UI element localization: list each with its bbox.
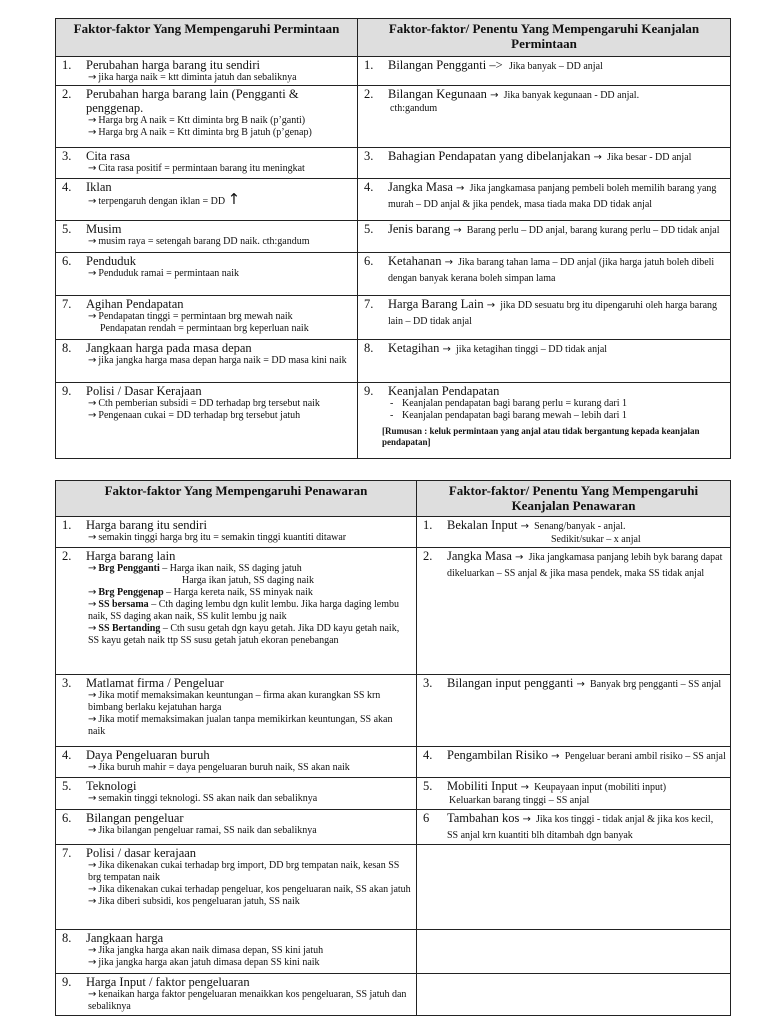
demand-elasticity-header: Faktor-faktor/ Penentu Yang Mempengaruhi Keanjalan Permintaan — [358, 19, 731, 57]
demand-elasticity-4: 4. Jangka Masa → Jika jangkamasa panjang pembeli boleh memilih barang yang murah – DD anjal & jika pendek, masa tiada maka DD tidak anjal — [358, 179, 731, 221]
right-arrow-icon: → — [453, 225, 462, 236]
right-arrow-icon: → — [88, 690, 97, 701]
supply-factors-header: Faktor-faktor Yang Mempengaruhi Penawaran — [56, 481, 417, 517]
supply-factor-5: 5. Teknologi → semakin tinggi teknologi. SS akan naik dan sebaliknya — [56, 778, 417, 810]
supply-elasticity-empty-8 — [417, 930, 731, 974]
demand-factor-4: 4. Iklan → terpengaruh dengan iklan = DD ↑ — [56, 179, 358, 221]
supply-table — [55, 480, 731, 1016]
supply-elasticity-3: 3. Bilangan input pengganti → Banyak brg pengganti – SS anjal — [417, 675, 731, 747]
demand-elasticity-1: 1. Bilangan Pengganti –> Jika banyak – DD anjal — [358, 57, 731, 86]
right-arrow-icon: → — [551, 751, 560, 762]
right-arrow-icon: → — [88, 115, 97, 126]
demand-factor-3: 3. Cita rasa → Cita rasa positif = permintaan barang itu meningkat — [56, 148, 358, 179]
supply-elasticity-1: 1. Bekalan Input → Senang/banyak - anjal. Sedikit/sukar – x anjal — [417, 517, 731, 548]
right-arrow-icon: → — [88, 410, 97, 421]
right-arrow-icon: → — [88, 989, 97, 1000]
demand-factor-1: 1. Perubahan harga barang itu sendiri → jika harga naik = ktt diminta jatuh dan sebaliknya — [56, 57, 358, 86]
supply-elasticity-2: 2. Jangka Masa → Jika jangkamasa panjang lebih byk barang dapat dikeluarkan – SS anjal & jika masa pendek, maka SS tidak anjal — [417, 548, 731, 675]
supply-factor-9: 9. Harga Input / faktor pengeluaran → kenaikan harga faktor pengeluaran menaikkan kos pengeluaran, SS jatuh dan sebaliknya — [56, 974, 417, 1016]
supply-factor-1: 1. Harga barang itu sendiri → semakin tinggi harga brg itu = semakin tinggi kuantiti ditawar — [56, 517, 417, 548]
demand-elasticity-6: 6. Ketahanan → Jika barang tahan lama – DD anjal (jika harga jatuh boleh dibeli dengan banyak kerana boleh simpan lama — [358, 253, 731, 296]
right-arrow-icon: → — [520, 521, 529, 532]
demand-elasticity-7: 7. Harga Barang Lain → jika DD sesuatu brg itu dipengaruhi oleh harga barang lain – DD tidak anjal — [358, 296, 731, 340]
demand-elasticity-8: 8. Ketagihan → jika ketagihan tinggi – DD tidak anjal — [358, 340, 731, 383]
right-arrow-icon: → — [88, 957, 97, 968]
right-arrow-icon: → — [88, 793, 97, 804]
supply-elasticity-empty-7 — [417, 845, 731, 930]
up-arrow-icon: ↑ — [227, 190, 241, 208]
right-arrow-icon: → — [88, 587, 97, 598]
right-arrow-icon: → — [88, 127, 97, 138]
demand-elasticity-3: 3. Bahagian Pendapatan yang dibelanjakan → Jika besar - DD anjal — [358, 148, 731, 179]
demand-table — [55, 18, 731, 459]
demand-factor-6: 6. Penduduk → Penduduk ramai = permintaan naik — [56, 253, 358, 296]
right-arrow-icon: → — [515, 552, 524, 563]
right-arrow-icon: → — [88, 563, 97, 574]
supply-factor-7: 7. Polisi / dasar kerajaan → Jika dikenakan cukai terhadap brg import, DD brg tempatan naik, kesan SS brg tempatan naik → Jika dikenakan cukai terhadap pengeluar, kos pengeluaran naik, SS akan jatuh → Jika diberi subsidi, kos pengeluaran jatuh, SS naik — [56, 845, 417, 930]
supply-factor-8: 8. Jangkaan harga → Jika jangka harga akan naik dimasa depan, SS kini jatuh → jika jangka harga akan jatuh dimasa depan SS kini naik — [56, 930, 417, 974]
supply-factor-4: 4. Daya Pengeluaran buruh → Jika buruh mahir = daya pengeluaran buruh naik, SS akan naik — [56, 747, 417, 778]
demand-factor-2: 2. Perubahan harga barang lain (Pengganti & penggenap. → Harga brg A naik = Ktt diminta brg B naik (p’ganti) → Harga brg A naik = Ktt diminta brg B jatuh (p’genap) — [56, 86, 358, 148]
demand-factor-9: 9. Polisi / Dasar Kerajaan → Cth pemberian subsidi = DD terhadap brg tersebut naik → Pengenaan cukai = DD terhadap brg tersebut jatuh — [56, 383, 358, 459]
demand-factor-5: 5. Musim → musim raya = setengah barang DD naik. cth:gandum — [56, 221, 358, 253]
right-arrow-icon: → — [88, 196, 97, 207]
supply-elasticity-4: 4. Pengambilan Risiko → Pengeluar berani ambil risiko – SS anjal — [417, 747, 731, 778]
supply-elasticity-header: Faktor-faktor/ Penentu Yang Mempengaruhi Keanjalan Penawaran — [417, 481, 731, 517]
right-arrow-icon: → — [486, 300, 496, 311]
right-arrow-icon: → — [88, 355, 97, 366]
right-arrow-icon: → — [444, 257, 453, 268]
right-arrow-icon: → — [88, 714, 97, 725]
right-arrow-icon: → — [88, 532, 97, 543]
right-arrow-icon: → — [88, 268, 97, 279]
supply-factor-3: 3. Matlamat firma / Pengeluar → Jika motif memaksimakan keuntungan – firma akan kurangkan SS krn bimbang berlaku kejatuhan harga → Jika motif memaksimakan jualan tanpa memikirkan keuntungan, SS akan naik — [56, 675, 417, 747]
right-arrow-icon: → — [88, 163, 97, 174]
supply-elasticity-empty-9 — [417, 974, 731, 1016]
right-arrow-icon: → — [88, 825, 97, 836]
right-arrow-icon: → — [88, 623, 97, 634]
demand-elasticity-2: 2. Bilangan Kegunaan → Jika banyak kegunaan - DD anjal. cth:gandum — [358, 86, 731, 148]
right-arrow-icon: → — [88, 945, 97, 956]
demand-elasticity-5: 5. Jenis barang → Barang perlu – DD anjal, barang kurang perlu – DD tidak anjal — [358, 221, 731, 253]
summary-note: [Rumusan : keluk permintaan yang anjal atau tidak bergantung kepada keanjalan pendapatan] — [382, 426, 700, 447]
right-arrow-icon: → — [442, 344, 451, 355]
right-arrow-icon: → — [576, 679, 585, 690]
demand-factors-header: Faktor-faktor Yang Mempengaruhi Permintaan — [56, 19, 358, 57]
right-arrow-icon: → — [522, 814, 531, 825]
supply-elasticity-5: 5. Mobiliti Input → Keupayaan input (mobiliti input) Keluarkan barang tinggi – SS anjal — [417, 778, 731, 810]
right-arrow-icon: → — [88, 236, 97, 247]
right-arrow-icon: → — [88, 884, 97, 895]
right-arrow-icon: → — [88, 860, 97, 871]
demand-factor-7: 7. Agihan Pendapatan → Pendapatan tinggi = permintaan brg mewah naik Pendapatan rendah = permintaan brg keperluan naik — [56, 296, 358, 340]
right-arrow-icon: → — [593, 152, 602, 163]
supply-factor-2: 2. Harga barang lain → Brg Pengganti – Harga ikan naik, SS daging jatuh Harga ikan jatuh, SS daging naik → Brg Penggenap – Harga kereta naik, SS minyak naik → SS bersama – Cth daging lembu dgn kulit lembu. Jika harga daging lembu naik, SS daging akan naik, SS kulit lembu jg naik → SS Bertanding – Cth susu getah dgn kayu getah. Jika DD kayu getah naik, SS kayu getah naik ttp SS susu getah jatuh ekoran penebangan — [56, 548, 417, 675]
right-arrow-icon: → — [88, 762, 97, 773]
right-arrow-icon: → — [88, 72, 97, 83]
right-arrow-icon: → — [520, 782, 530, 793]
supply-factor-6: 6. Bilangan pengeluar → Jika bilangan pengeluar ramai, SS naik dan sebaliknya — [56, 810, 417, 845]
right-arrow-icon: → — [88, 398, 97, 409]
right-arrow-icon: → — [88, 896, 97, 907]
right-arrow-icon: → — [88, 311, 97, 322]
right-arrow-icon: → — [456, 183, 465, 194]
right-arrow-icon: → — [490, 90, 499, 101]
demand-factor-8: 8. Jangkaan harga pada masa depan → jika jangka harga masa depan harga naik = DD masa kini naik — [56, 340, 358, 383]
supply-elasticity-6: 6 Tambahan kos → Jika kos tinggi - tidak anjal & jika kos kecil, SS anjal krn kuantiti blh ditambah dgn banyak — [417, 810, 731, 845]
right-arrow-icon: → — [88, 599, 97, 610]
demand-elasticity-9: 9. Keanjalan Pendapatan - Keanjalan pendapatan bagi barang perlu = kurang dari 1 - Keanjalan pendapatan bagi barang mewah – lebih dari 1 [Rumusan : keluk permintaan yang anjal atau tidak bergantung kepada keanjalan pendapatan] — [358, 383, 731, 459]
